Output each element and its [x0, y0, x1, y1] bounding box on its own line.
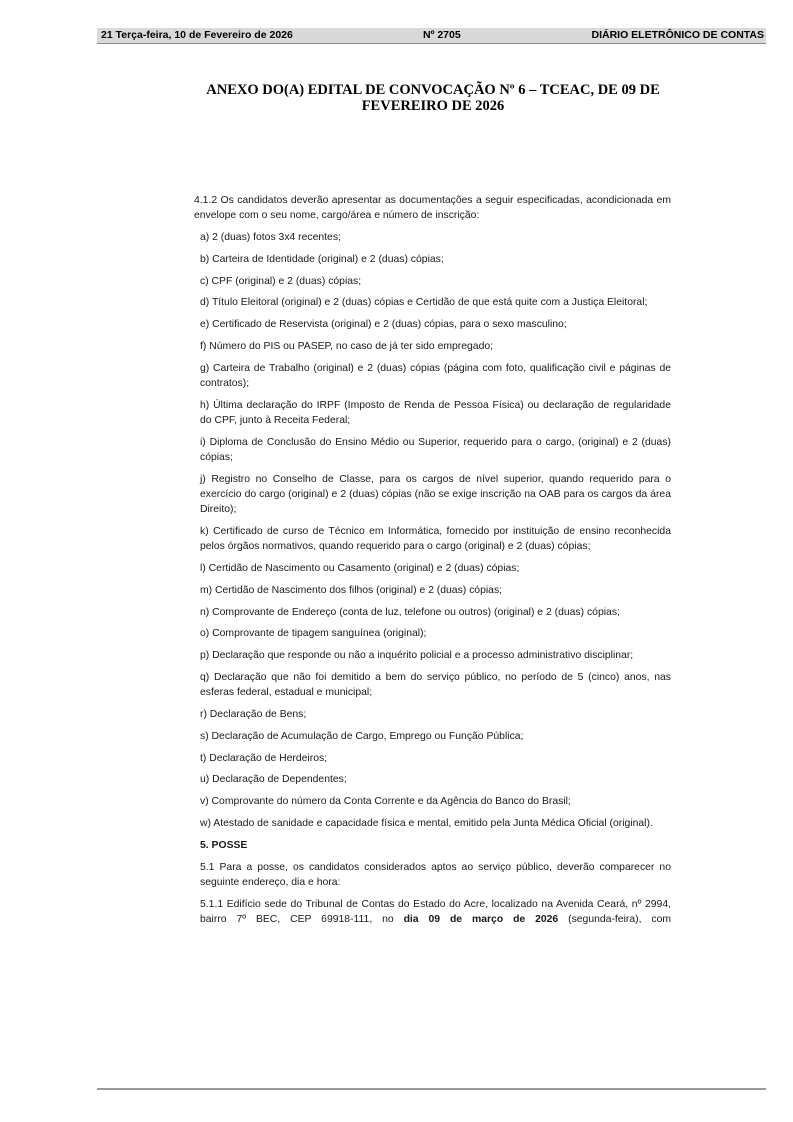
paragraph-4-1-2: 4.1.2 Os candidatos deverão apresentar as documentações a seguir especificadas, acondicionada em envelope com o seu nome, cargo/área e número de inscrição: [194, 195, 671, 222]
list-item-a: a) 2 (duas) fotos 3x4 recentes; [200, 232, 341, 243]
list-item-w: w) Atestado de sanidade e capacidade física e mental, emitido pela Junta Médica Oficial (original). [200, 817, 653, 829]
list-item-q: q) Declaração que não foi demitido a bem do serviço público, no período de 5 (cinco) anos, nas esferas federal, estadual e municipal; [200, 671, 671, 699]
list-item-j: j) Registro no Conselho de Classe, para os cargos de nível superior, quando requerido para o exercício do cargo (original) e 2 (duas) cópias (não se exige inscrição na OAB para os cargos da área Direito); [200, 473, 671, 516]
list-item-s: s) Declaração de Acumulação de Cargo, Emprego ou Função Pública; [200, 730, 524, 742]
page-header [97, 28, 766, 44]
header-date: 21 Terça-feira, 10 de Fevereiro de 2026 [101, 29, 293, 41]
list-item-e: e) Certificado de Reservista (original) e 2 (duas) cópias, para o sexo masculino; [200, 319, 567, 331]
list-item-c: c) CPF (original) e 2 (duas) cópias; [200, 275, 362, 287]
header-issue-number: Nº 2705 [423, 29, 461, 41]
list-item-g: g) Carteira de Trabalho (original) e 2 (duas) cópias (página com foto, qualificação civil e páginas de contratos); [200, 362, 671, 389]
list-item-o: o) Comprovante de tipagem sanguínea (original); [200, 628, 427, 640]
list-item-m: m) Certidão de Nascimento dos filhos (original) e 2 (duas) cópias; [200, 584, 503, 596]
paragraph-5-1: 5.1 Para a posse, os candidatos considerados aptos ao serviço público, deverão comparecer no seguinte endereço, dia e hora: [200, 861, 671, 888]
paragraph-5-1-1 [194, 897, 671, 927]
list-item-n: n) Comprovante de Endereço (conta de luz, telefone ou outros) (original) e 2 (duas) cópias; [200, 606, 620, 618]
list-item-r: r) Declaração de Bens; [200, 708, 307, 720]
document-body [194, 193, 671, 927]
list-item-t: t) Declaração de Herdeiros; [200, 752, 328, 764]
list-item-h: h) Última declaração do IRPF (Imposto de Renda de Pessoa Física) ou declaração de regularidade do CPF, junto à Receita Federal; [200, 399, 671, 426]
document-title [200, 82, 666, 114]
paragraph-5-1-1-date: dia 09 de março de 2026 [403, 913, 559, 925]
list-item-p: p) Declaração que responde ou não a inquérito policial e a processo administrativo disciplinar; [200, 650, 634, 662]
list-item-k: k) Certificado de curso de Técnico em Informática, fornecido por instituição de ensino reconhecida pelos órgãos normativos, quando requerido para o cargo (original) e 2 (duas) cópias; [200, 525, 671, 553]
list-item-d: d) Título Eleitoral (original) e 2 (duas) cópias e Certidão de que está quite com a Justiça Eleitoral; [200, 297, 648, 309]
list-item-u: u) Declaração de Dependentes; [200, 774, 347, 786]
list-item-l: l) Certidão de Nascimento ou Casamento (original) e 2 (duas) cópias; [200, 562, 520, 574]
title-line-1: ANEXO DO(A) EDITAL DE CONVOCAÇÃO Nº 6 – TCEAC, DE 09 DE [206, 82, 660, 98]
title-line-2: FEVEREIRO DE 2026 [361, 98, 505, 114]
paragraph-5-1-1-start: 5.1.1 Edifício sede do Tribunal de Contas do Estado do Acre, localizado na Avenida Ceará, nº 2994, bairro 7º BEC, CEP 69918-111, no [200, 898, 671, 925]
list-item-i: i) Diploma de Conclusão do Ensino Médio ou Superior, requerido para o cargo, (original) e 2 (duas) cópias; [200, 436, 671, 463]
header-publication-name: DIÁRIO ELETRÔNICO DE CONTAS [591, 29, 764, 41]
list-item-b: b) Carteira de Identidade (original) e 2 (duas) cópias; [200, 253, 444, 265]
paragraph-5-1-1-end: (segunda-feira), com [558, 913, 671, 925]
list-item-v: v) Comprovante do número da Conta Corrente e da Agência do Banco do Brasil; [200, 796, 571, 808]
section-heading-posse: 5. POSSE [200, 839, 248, 851]
list-item-f: f) Número do PIS ou PASEP, no caso de já ter sido empregado; [200, 340, 494, 352]
footer-divider [97, 1088, 766, 1090]
